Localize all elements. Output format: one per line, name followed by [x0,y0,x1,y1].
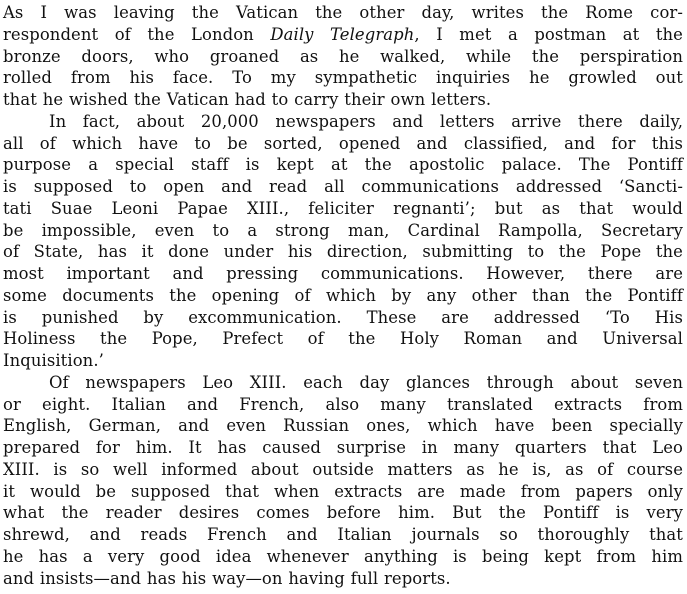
text-line [3,394,683,416]
text-line [3,241,683,263]
text-line [3,372,683,394]
text-run: is punished by excommunication. These are addressed ‘To His [3,307,683,327]
text-line [3,198,683,220]
paragraph [3,2,683,111]
text-line [3,459,683,481]
text-run: purpose a special staff is kept at the apostolic palace. The Pontiff [3,155,683,175]
text-line [3,307,683,329]
text-run: he has a very good idea whenever anything is being kept from him [3,546,683,566]
text-run: In fact, about 20,000 newspapers and letters arrive there daily, [49,111,683,131]
text-run: Holiness the Pope, Prefect of the Holy Roman and Universal [3,329,683,349]
text-run: English, German, and even Russian ones, which have been specially [3,416,683,436]
text-line [3,154,683,176]
text-run: be impossible, even to a strong man, Cardinal Rampolla, Secretary [3,220,683,240]
text-line [3,546,683,568]
text-line [3,481,683,503]
text-run: bronze doors, who groaned as he walked, while the perspiration [3,46,683,66]
text-line [3,67,683,89]
text-run: and insists—and has his way—on having full reports. [3,568,451,588]
text-line [3,24,683,46]
text-run: what the reader desires comes before him. But the Pontiff is very [3,503,683,523]
paragraph [3,372,683,590]
text-run: shrewd, and reads French and Italian journals so thoroughly that [3,525,683,544]
paragraph [3,111,683,372]
text-line [3,350,683,372]
text-run: it would be supposed that when extracts are made from papers only [3,481,683,501]
text-run: of State, has it done under his direction, submitting to the Pope the [3,242,683,262]
text-run: Inquisition.’ [3,351,104,370]
text-line [3,437,683,459]
text-line [3,568,683,590]
text-run: rolled from his face. To my sympathetic inquiries he growled out [3,68,683,88]
text-run: is supposed to open and read all communications addressed ‘Sancti- [3,177,683,196]
text-line [3,502,683,524]
italic-text-run: Daily Telegraph [270,24,415,44]
text-run: XIII. is so well informed about outside matters as he is, as of course [3,459,683,479]
article-body [3,2,683,589]
text-line [3,328,683,350]
text-line [3,111,683,133]
text-line [3,285,683,307]
text-line [3,415,683,437]
text-run: most important and pressing communications. However, there are [3,264,683,283]
text-line [3,133,683,155]
text-line [3,89,683,111]
text-run: that he wished the Vatican had to carry their own letters. [3,90,492,109]
text-run: , I met a postman at the [414,24,683,44]
text-line [3,263,683,285]
text-run: all of which have to be sorted, opened and classified, and for this [3,133,683,153]
text-run: tati Suae Leoni Papae XIII., feliciter regnanti’; but as that would [3,198,683,218]
text-run: respondent of the London [3,24,271,44]
text-line [3,220,683,242]
text-run: As I was leaving the Vatican the other day, writes the Rome cor- [3,3,683,22]
text-run: some documents the opening of which by any other than the Pontiff [3,285,683,305]
text-line [3,524,683,546]
text-line [3,2,683,24]
text-run: or eight. Italian and French, also many translated extracts from [3,394,683,414]
text-line [3,176,683,198]
text-run: Of newspapers Leo XIII. each day glances through about seven [49,372,683,392]
text-run: prepared for him. It has caused surprise in many quarters that Leo [3,438,683,457]
text-line [3,46,683,68]
